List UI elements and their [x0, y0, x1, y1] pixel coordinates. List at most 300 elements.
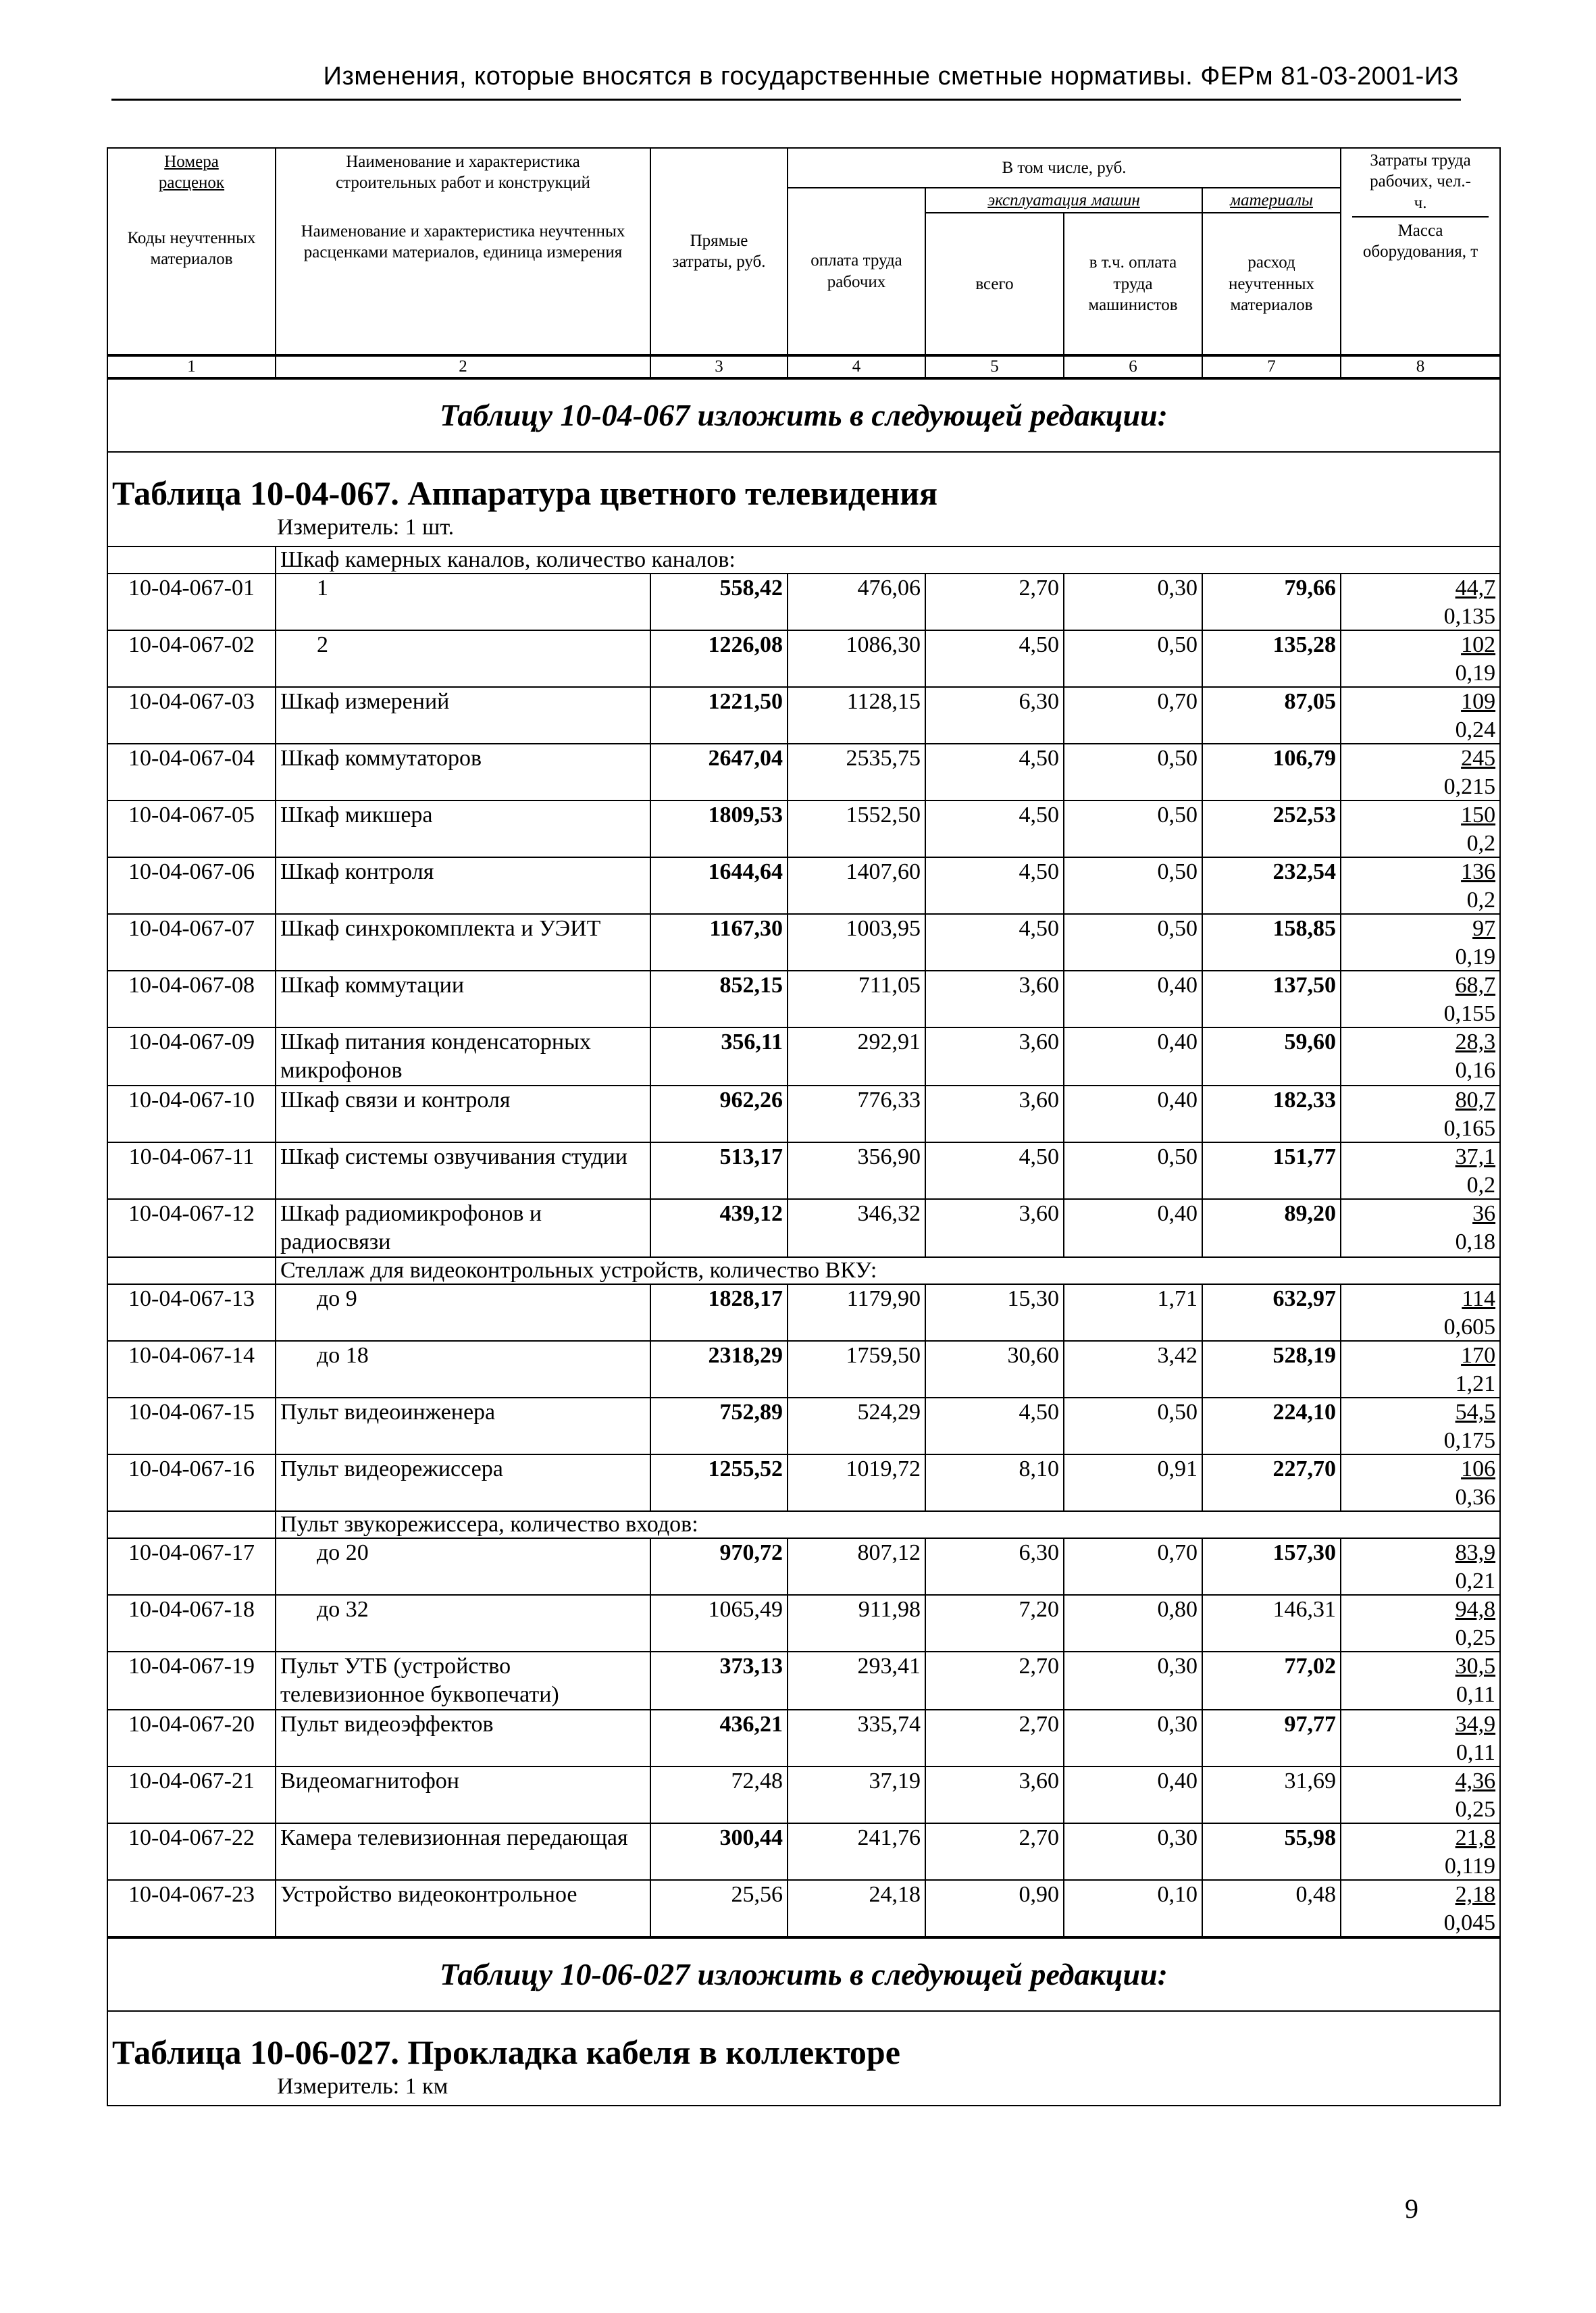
labor-pay: 476,06 [788, 574, 925, 630]
rate-row [108, 1652, 1499, 1710]
direct-cost: 1226,08 [650, 630, 788, 687]
materials-cost: 158,85 [1202, 914, 1341, 971]
machines-total: 2,70 [925, 1823, 1064, 1880]
rate-code: 10-04-067-01 [108, 574, 276, 630]
instruction-table-10-06-027: Таблицу 10-06-027 изложить в следующей редакции: [108, 1937, 1499, 2010]
equipment-mass: 0,18 [1455, 1229, 1496, 1255]
machines-total: 4,50 [925, 744, 1064, 800]
header-materials-use: расход неучтенных материалов [1202, 213, 1341, 355]
rate-name: Пульт УТБ (устройство телевизионное буквопечати) [276, 1652, 650, 1710]
labor-pay: 911,98 [788, 1595, 925, 1652]
materials-cost: 31,69 [1202, 1766, 1341, 1823]
labor-pay: 293,41 [788, 1652, 925, 1710]
machines-total: 4,50 [925, 800, 1064, 857]
direct-cost: 558,42 [650, 574, 788, 630]
equipment-mass: 0,605 [1443, 1315, 1496, 1340]
labor-hours: 44,7 [1455, 576, 1496, 601]
materials-cost: 632,97 [1202, 1284, 1341, 1341]
direct-cost: 436,21 [650, 1710, 788, 1766]
labor-hours: 36 [1472, 1201, 1496, 1227]
machinists-pay: 0,30 [1064, 1652, 1202, 1710]
labor-mass-cell [1341, 1199, 1499, 1257]
table-2-heading [108, 2010, 1499, 2106]
direct-cost: 373,13 [650, 1652, 788, 1710]
rate-name: 1 [276, 574, 650, 630]
machinists-pay: 0,40 [1064, 971, 1202, 1027]
machinists-pay: 0,50 [1064, 1142, 1202, 1199]
rate-row [108, 1710, 1499, 1766]
rate-code: 10-04-067-16 [108, 1454, 276, 1511]
equipment-mass: 0,24 [1455, 717, 1496, 743]
materials-cost: 89,20 [1202, 1199, 1341, 1257]
header-rule [111, 99, 1461, 101]
labor-mass-cell [1341, 914, 1499, 971]
machines-total: 6,30 [925, 1538, 1064, 1595]
header-machines: эксплуатация машин [925, 188, 1202, 213]
labor-hours: 102 [1461, 632, 1496, 658]
labor-hours: 34,9 [1455, 1712, 1496, 1737]
group-row [108, 1511, 1499, 1538]
equipment-mass: 0,36 [1455, 1485, 1496, 1510]
labor-pay: 1003,95 [788, 914, 925, 971]
group-spacer [108, 1257, 276, 1284]
machinists-pay: 0,50 [1064, 800, 1202, 857]
rate-name: Пульт видеоинженера [276, 1398, 650, 1454]
labor-pay: 1759,50 [788, 1341, 925, 1398]
rate-code: 10-04-067-11 [108, 1142, 276, 1199]
equipment-mass: 0,045 [1443, 1910, 1496, 1936]
header-col2-top-text: Наименование и характеристика строительных работ и конструкций [336, 153, 590, 193]
group-heading: Стеллаж для видеоконтрольных устройств, количество ВКУ: [276, 1257, 1499, 1284]
labor-hours: 21,8 [1455, 1825, 1496, 1851]
equipment-mass: 0,215 [1443, 774, 1496, 800]
labor-pay: 37,19 [788, 1766, 925, 1823]
labor-hours: 80,7 [1455, 1088, 1496, 1113]
machinists-pay: 0,40 [1064, 1027, 1202, 1086]
rate-code: 10-04-067-07 [108, 914, 276, 971]
materials-cost: 151,77 [1202, 1142, 1341, 1199]
labor-mass-cell [1341, 1823, 1499, 1880]
rate-name: Шкаф коммутации [276, 971, 650, 1027]
rate-code: 10-04-067-20 [108, 1710, 276, 1766]
group-row [108, 1257, 1499, 1284]
direct-cost: 439,12 [650, 1199, 788, 1257]
rates-table [108, 546, 1499, 1937]
materials-cost: 55,98 [1202, 1823, 1341, 1880]
rate-name: Камера телевизионная передающая [276, 1823, 650, 1880]
rate-row [108, 914, 1499, 971]
header-col8-top: Затраты труда рабочих, чел.-ч. [1370, 151, 1471, 212]
materials-cost: 97,77 [1202, 1710, 1341, 1766]
labor-mass-cell [1341, 1880, 1499, 1937]
labor-pay: 1086,30 [788, 630, 925, 687]
equipment-mass: 0,19 [1455, 661, 1496, 686]
labor-hours: 170 [1461, 1343, 1496, 1369]
machinists-pay: 0,40 [1064, 1086, 1202, 1142]
machinists-pay: 0,50 [1064, 630, 1202, 687]
labor-pay: 356,90 [788, 1142, 925, 1199]
column-number: 7 [1202, 356, 1341, 378]
machinists-pay: 0,91 [1064, 1454, 1202, 1511]
rate-row [108, 630, 1499, 687]
rate-row [108, 1766, 1499, 1823]
page-number: 9 [1405, 2193, 1418, 2224]
direct-cost: 1809,53 [650, 800, 788, 857]
rate-name: Шкаф коммутаторов [276, 744, 650, 800]
labor-pay: 1128,15 [788, 687, 925, 744]
header-materials: материалы [1202, 188, 1341, 213]
rate-name: Шкаф питания конденсаторных микрофонов [276, 1027, 650, 1086]
materials-cost: 224,10 [1202, 1398, 1341, 1454]
machines-total: 3,60 [925, 971, 1064, 1027]
labor-pay: 1407,60 [788, 857, 925, 914]
rate-row [108, 1398, 1499, 1454]
direct-cost: 962,26 [650, 1086, 788, 1142]
equipment-mass: 0,16 [1455, 1058, 1496, 1084]
rate-row [108, 1341, 1499, 1398]
rate-code: 10-04-067-12 [108, 1199, 276, 1257]
labor-mass-cell [1341, 1766, 1499, 1823]
column-number: 3 [650, 356, 788, 378]
machinists-pay: 0,80 [1064, 1595, 1202, 1652]
direct-cost: 356,11 [650, 1027, 788, 1086]
rate-code: 10-04-067-09 [108, 1027, 276, 1086]
rate-row [108, 800, 1499, 857]
labor-hours: 114 [1462, 1286, 1496, 1312]
machines-total: 8,10 [925, 1454, 1064, 1511]
header-col2-bottom: Наименование и характеристика неучтенных расценками материалов, единица измерения [301, 222, 625, 261]
header-codes [108, 149, 276, 355]
rate-row [108, 1823, 1499, 1880]
materials-cost: 182,33 [1202, 1086, 1341, 1142]
direct-cost: 72,48 [650, 1766, 788, 1823]
machines-total: 3,60 [925, 1766, 1064, 1823]
rate-row [108, 744, 1499, 800]
materials-cost: 59,60 [1202, 1027, 1341, 1086]
rate-row [108, 1142, 1499, 1199]
table-1-heading [108, 451, 1499, 546]
machines-total: 4,50 [925, 630, 1064, 687]
header-names [276, 149, 650, 355]
equipment-mass: 0,21 [1455, 1569, 1496, 1594]
labor-mass-cell [1341, 1086, 1499, 1142]
rate-code: 10-04-067-23 [108, 1880, 276, 1937]
column-number: 1 [108, 356, 276, 378]
rate-row [108, 1086, 1499, 1142]
machines-total: 30,60 [925, 1341, 1064, 1398]
labor-mass-cell [1341, 971, 1499, 1027]
column-number: 4 [788, 356, 925, 378]
labor-hours: 94,8 [1455, 1597, 1496, 1623]
running-header: Изменения, которые вносятся в государственные сметные нормативы. ФЕРм 81-03-2001-ИЗ [323, 62, 1459, 91]
rate-code: 10-04-067-02 [108, 630, 276, 687]
materials-cost: 137,50 [1202, 971, 1341, 1027]
labor-mass-cell [1341, 1398, 1499, 1454]
rate-code: 10-04-067-19 [108, 1652, 276, 1710]
direct-cost: 300,44 [650, 1823, 788, 1880]
equipment-mass: 0,2 [1466, 1173, 1496, 1198]
header-col8-rule [1352, 216, 1489, 218]
labor-mass-cell [1341, 744, 1499, 800]
rate-row [108, 1199, 1499, 1257]
group-spacer [108, 547, 276, 574]
table-2-title: Таблица 10-06-027. Прокладка кабеля в коллекторе [112, 2033, 900, 2072]
rate-code: 10-04-067-14 [108, 1341, 276, 1398]
direct-cost: 25,56 [650, 1880, 788, 1937]
materials-cost: 135,28 [1202, 630, 1341, 687]
labor-mass-cell [1341, 1652, 1499, 1710]
machinists-pay: 3,42 [1064, 1341, 1202, 1398]
rate-row [108, 1595, 1499, 1652]
machinists-pay: 0,40 [1064, 1766, 1202, 1823]
equipment-mass: 0,11 [1456, 1740, 1496, 1766]
header-direct-costs: Прямые затраты, руб. [650, 149, 788, 355]
labor-hours: 245 [1461, 746, 1496, 771]
machinists-pay: 1,71 [1064, 1284, 1202, 1341]
equipment-mass: 0,2 [1466, 888, 1496, 913]
machines-total: 7,20 [925, 1595, 1064, 1652]
rate-row [108, 574, 1499, 630]
equipment-mass: 0,175 [1443, 1428, 1496, 1454]
machines-total: 15,30 [925, 1284, 1064, 1341]
table-1-measure: Измеритель: 1 шт. [277, 515, 455, 540]
materials-cost: 87,05 [1202, 687, 1341, 744]
labor-pay: 241,76 [788, 1823, 925, 1880]
column-number: 2 [276, 356, 650, 378]
header-col1-bottom: Коды неучтенных материалов [127, 228, 256, 268]
labor-pay: 292,91 [788, 1027, 925, 1086]
rate-name: до 18 [276, 1341, 650, 1398]
machines-total: 2,70 [925, 1710, 1064, 1766]
rate-row [108, 1880, 1499, 1937]
rate-code: 10-04-067-04 [108, 744, 276, 800]
direct-cost: 852,15 [650, 971, 788, 1027]
instruction-table-10-04-067: Таблицу 10-04-067 изложить в следующей редакции: [108, 378, 1499, 451]
group-spacer [108, 1511, 276, 1538]
labor-mass-cell [1341, 574, 1499, 630]
group-heading: Шкаф камерных каналов, количество каналов: [276, 547, 1499, 574]
labor-hours: 106 [1461, 1456, 1496, 1482]
rate-code: 10-04-067-17 [108, 1538, 276, 1595]
machinists-pay: 0,70 [1064, 687, 1202, 744]
rate-row [108, 687, 1499, 744]
machinists-pay: 0,50 [1064, 914, 1202, 971]
column-number: 5 [925, 356, 1064, 378]
rate-row [108, 857, 1499, 914]
labor-pay: 1179,90 [788, 1284, 925, 1341]
machinists-pay: 0,30 [1064, 574, 1202, 630]
rate-name: Шкаф микшера [276, 800, 650, 857]
rate-row [108, 1538, 1499, 1595]
labor-hours: 97 [1472, 916, 1496, 942]
labor-pay: 524,29 [788, 1398, 925, 1454]
direct-cost: 1828,17 [650, 1284, 788, 1341]
materials-cost: 528,19 [1202, 1341, 1341, 1398]
labor-hours: 30,5 [1455, 1654, 1496, 1679]
labor-mass-cell [1341, 1595, 1499, 1652]
rate-name: Шкаф радиомикрофонов и радиосвязи [276, 1199, 650, 1257]
labor-mass-cell [1341, 687, 1499, 744]
labor-mass-cell [1341, 1284, 1499, 1341]
rate-name: 2 [276, 630, 650, 687]
machinists-pay: 0,30 [1064, 1823, 1202, 1880]
labor-hours: 37,1 [1455, 1144, 1496, 1170]
labor-mass-cell [1341, 630, 1499, 687]
direct-cost: 1644,64 [650, 857, 788, 914]
labor-pay: 711,05 [788, 971, 925, 1027]
machinists-pay: 0,40 [1064, 1199, 1202, 1257]
labor-pay: 1019,72 [788, 1454, 925, 1511]
machines-total: 3,60 [925, 1027, 1064, 1086]
header-machinists-pay: в т.ч. оплата труда машинистов [1064, 213, 1202, 355]
direct-cost: 752,89 [650, 1398, 788, 1454]
direct-cost: 1221,50 [650, 687, 788, 744]
rate-name: Шкаф измерений [276, 687, 650, 744]
rate-code: 10-04-067-08 [108, 971, 276, 1027]
equipment-mass: 0,11 [1456, 1682, 1496, 1708]
machines-total: 4,50 [925, 914, 1064, 971]
rate-row [108, 1454, 1499, 1511]
machinists-pay: 0,30 [1064, 1710, 1202, 1766]
equipment-mass: 0,2 [1466, 831, 1496, 857]
rate-code: 10-04-067-03 [108, 687, 276, 744]
norms-table-frame [107, 147, 1501, 2106]
rate-name: до 9 [276, 1284, 650, 1341]
group-heading: Пульт звукорежиссера, количество входов: [276, 1511, 1499, 1538]
rate-name: Шкаф синхрокомплекта и УЭИТ [276, 914, 650, 971]
rate-code: 10-04-067-22 [108, 1823, 276, 1880]
machinists-pay: 0,50 [1064, 744, 1202, 800]
header-labor-mass [1341, 149, 1499, 355]
group-row [108, 547, 1499, 574]
rate-name: Шкаф системы озвучивания студии [276, 1142, 650, 1199]
equipment-mass: 0,119 [1444, 1854, 1496, 1879]
materials-cost: 77,02 [1202, 1652, 1341, 1710]
rate-name: Пульт видеорежиссера [276, 1454, 650, 1511]
direct-cost: 2318,29 [650, 1341, 788, 1398]
machines-total: 6,30 [925, 687, 1064, 744]
machines-total: 2,70 [925, 574, 1064, 630]
labor-hours: 2,18 [1455, 1882, 1496, 1908]
rate-name: до 20 [276, 1538, 650, 1595]
rate-row [108, 1284, 1499, 1341]
labor-mass-cell [1341, 800, 1499, 857]
rate-row [108, 1027, 1499, 1086]
labor-pay: 346,32 [788, 1199, 925, 1257]
labor-pay: 24,18 [788, 1880, 925, 1937]
rate-code: 10-04-067-06 [108, 857, 276, 914]
header-col1-top: Номера расценок [158, 153, 225, 193]
table-2-measure: Измеритель: 1 км [277, 2074, 448, 2100]
equipment-mass: 0,19 [1455, 944, 1496, 970]
direct-cost: 1065,49 [650, 1595, 788, 1652]
materials-cost: 106,79 [1202, 744, 1341, 800]
rate-code: 10-04-067-21 [108, 1766, 276, 1823]
materials-cost: 252,53 [1202, 800, 1341, 857]
header-group-including: В том числе, руб. [788, 149, 1341, 188]
labor-pay: 776,33 [788, 1086, 925, 1142]
column-number: 8 [1341, 356, 1499, 378]
rate-code: 10-04-067-13 [108, 1284, 276, 1341]
rate-code: 10-04-067-10 [108, 1086, 276, 1142]
labor-hours: 28,3 [1455, 1030, 1496, 1055]
materials-cost: 157,30 [1202, 1538, 1341, 1595]
header-col2-top [279, 150, 647, 194]
machines-total: 4,50 [925, 1398, 1064, 1454]
rate-name: Шкаф связи и контроля [276, 1086, 650, 1142]
table-header [108, 149, 1499, 355]
labor-hours: 83,9 [1455, 1540, 1496, 1566]
direct-cost: 2647,04 [650, 744, 788, 800]
labor-hours: 109 [1461, 689, 1496, 715]
labor-pay: 1552,50 [788, 800, 925, 857]
equipment-mass: 0,135 [1443, 604, 1496, 630]
equipment-mass: 1,21 [1455, 1371, 1496, 1397]
machines-total: 4,50 [925, 857, 1064, 914]
machines-total: 3,60 [925, 1199, 1064, 1257]
labor-hours: 54,5 [1455, 1400, 1496, 1425]
materials-cost: 0,48 [1202, 1880, 1341, 1937]
materials-cost: 79,66 [1202, 574, 1341, 630]
labor-hours: 68,7 [1455, 973, 1496, 998]
rate-code: 10-04-067-05 [108, 800, 276, 857]
machinists-pay: 0,10 [1064, 1880, 1202, 1937]
machines-total: 3,60 [925, 1086, 1064, 1142]
header-machines-total: всего [925, 213, 1064, 355]
labor-mass-cell [1341, 1027, 1499, 1086]
labor-mass-cell [1341, 1710, 1499, 1766]
rate-name: Шкаф контроля [276, 857, 650, 914]
equipment-mass: 0,165 [1443, 1116, 1496, 1142]
direct-cost: 513,17 [650, 1142, 788, 1199]
rate-name: Видеомагнитофон [276, 1766, 650, 1823]
rate-row [108, 971, 1499, 1027]
labor-pay: 335,74 [788, 1710, 925, 1766]
header-labor-pay: оплата труда рабочих [788, 188, 925, 355]
direct-cost: 970,72 [650, 1538, 788, 1595]
labor-pay: 807,12 [788, 1538, 925, 1595]
direct-cost: 1167,30 [650, 914, 788, 971]
machines-total: 0,90 [925, 1880, 1064, 1937]
materials-cost: 227,70 [1202, 1454, 1341, 1511]
column-number: 6 [1064, 356, 1202, 378]
labor-mass-cell [1341, 1341, 1499, 1398]
machines-total: 4,50 [925, 1142, 1064, 1199]
labor-mass-cell [1341, 1454, 1499, 1511]
equipment-mass: 0,155 [1443, 1001, 1496, 1027]
rate-name: Пульт видеоэффектов [276, 1710, 650, 1766]
labor-hours: 150 [1461, 803, 1496, 828]
labor-mass-cell [1341, 857, 1499, 914]
materials-cost: 146,31 [1202, 1595, 1341, 1652]
equipment-mass: 0,25 [1455, 1625, 1496, 1651]
machinists-pay: 0,50 [1064, 857, 1202, 914]
direct-cost: 1255,52 [650, 1454, 788, 1511]
labor-pay: 2535,75 [788, 744, 925, 800]
table-1-title: Таблица 10-04-067. Аппаратура цветного телевидения [112, 474, 938, 513]
rate-code: 10-04-067-18 [108, 1595, 276, 1652]
materials-cost: 232,54 [1202, 857, 1341, 914]
labor-hours: 136 [1461, 859, 1496, 885]
rate-code: 10-04-067-15 [108, 1398, 276, 1454]
machinists-pay: 0,70 [1064, 1538, 1202, 1595]
header-col8-bottom: Масса оборудования, т [1362, 221, 1478, 261]
rate-name: до 32 [276, 1595, 650, 1652]
labor-mass-cell [1341, 1142, 1499, 1199]
machines-total: 2,70 [925, 1652, 1064, 1710]
column-numbers [108, 355, 1499, 378]
rate-name: Устройство видеоконтрольное [276, 1880, 650, 1937]
